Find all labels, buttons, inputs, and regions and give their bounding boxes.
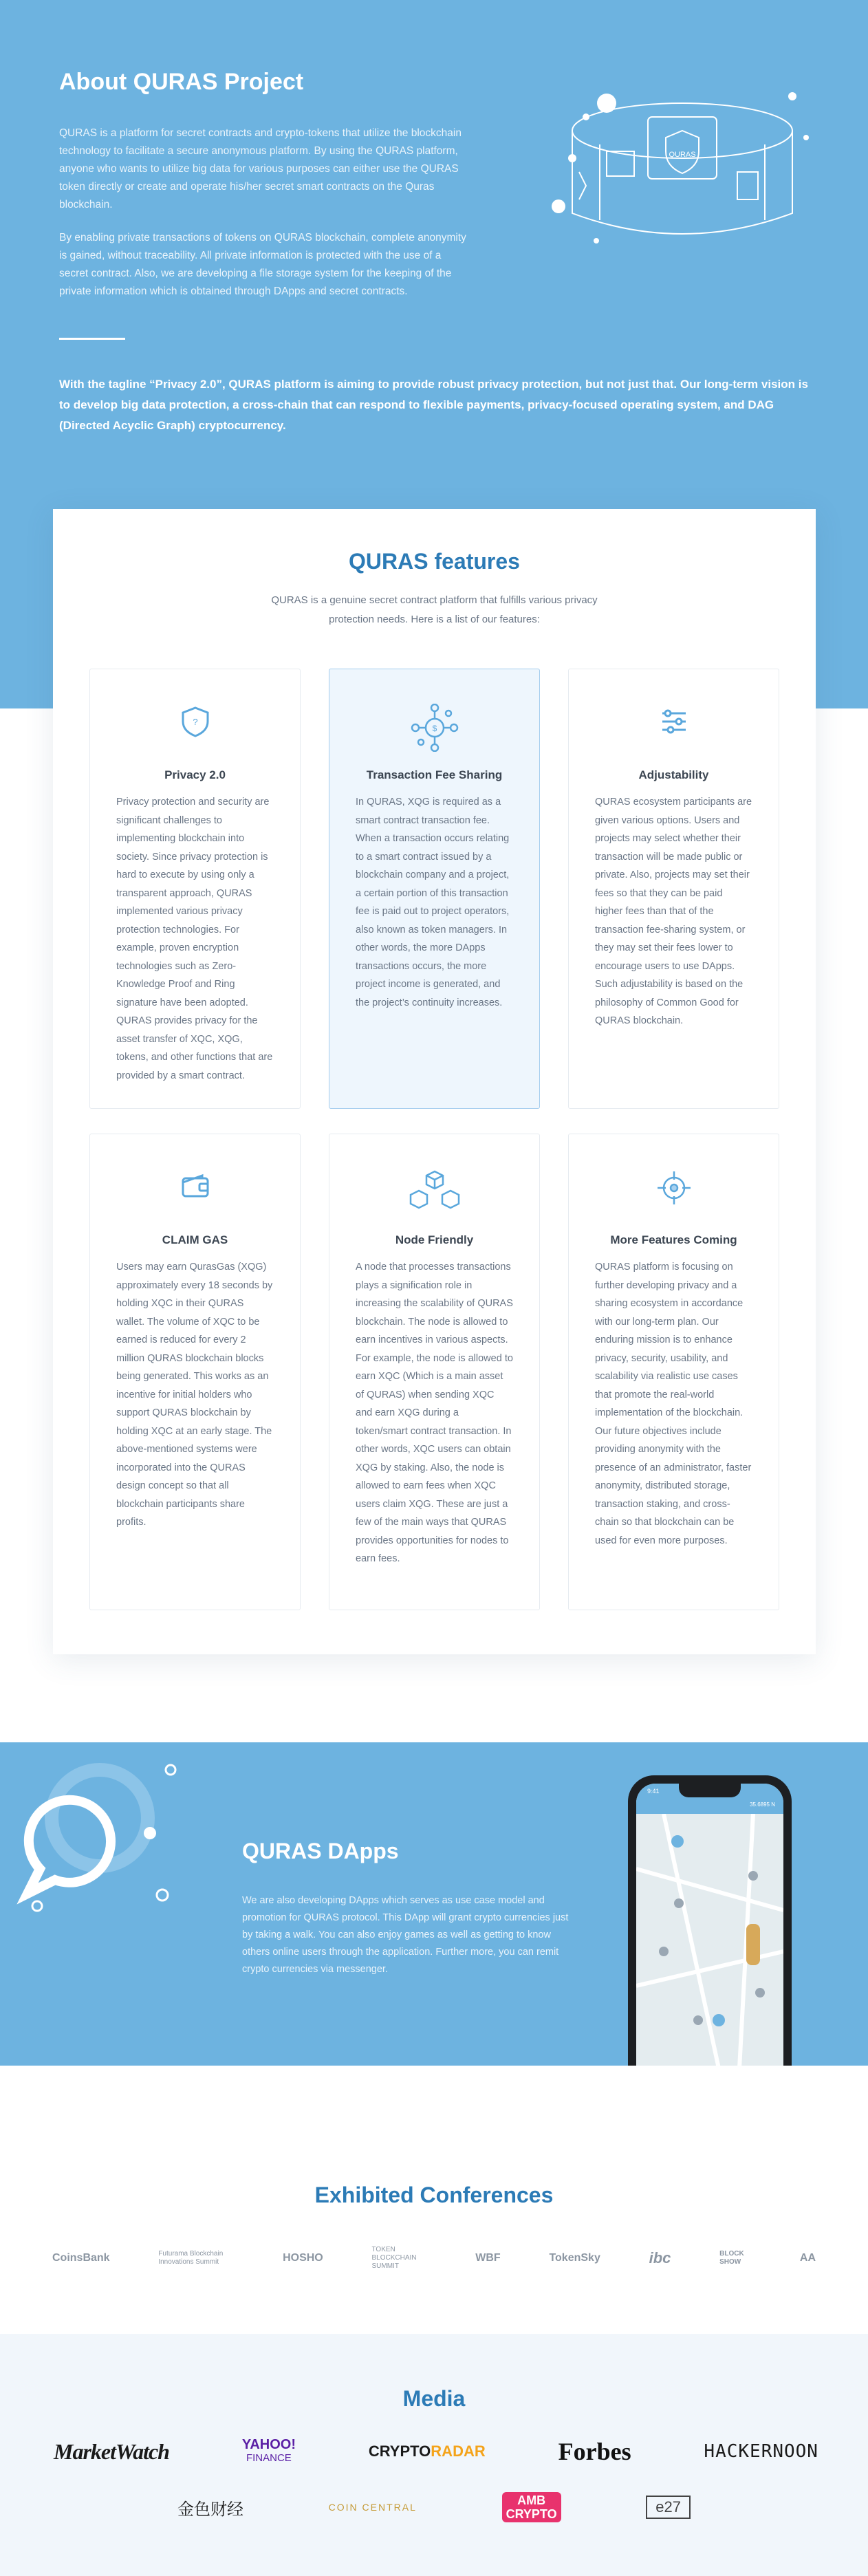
conferences-section <box>0 2066 868 2334</box>
feature-title: More Features Coming <box>610 1233 737 1246</box>
feature-text: QURAS platform is focusing on further developing privacy and a sharing ecosystem in accordance with our long-term plan. Our enduring mission is to enhance privacy, security, usability, and scalability via realistic use cases that promote the real-world implementation of the blockchain. Our future objectives include providing anonymity with the presence of an administrator, faster anonymity, distributed storage, transaction staking, and cross-chain so that blockchain can be used for even more purposes. <box>595 1262 752 1546</box>
media-title: Media <box>402 2386 466 2411</box>
feature-title: Transaction Fee Sharing <box>366 768 503 781</box>
about-tagline: With the tagline “Privacy 2.0”, QURAS platform is aiming to provide robust privacy protection, but not just that. Our long-term vision is to develop big data protection, a cross-chain that can respond to flexible payments, privacy-focused operating system, and DAG (Directed Acyclic Graph) cryptocurrency. <box>59 378 808 432</box>
svg-text:?: ? <box>192 717 198 727</box>
feature-title: Privacy 2.0 <box>164 768 226 781</box>
coinsbank-logo[interactable]: CoinsBank <box>52 2252 110 2264</box>
app-map <box>636 1814 783 2068</box>
marketwatch-logo[interactable]: MarketWatch <box>54 2438 169 2464</box>
dapps-title: QURAS DApps <box>242 1839 399 1863</box>
dapps-text: We are also developing DApps which serves as use case model and promotion for QURAS protocol. This DApp will grant crypto currencies just by taking a walk. You can also enjoy games as well as getting to know others online users through the application. Further more, you can remit crypto currencies via messenger. <box>242 1895 569 1975</box>
illustration-logo: QURAS <box>669 151 696 159</box>
features-grid <box>89 669 779 1610</box>
media-section <box>0 2334 868 2576</box>
about-paragraph-1: QURAS is a platform for secret contracts and crypto-tokens that utilize the blockchain technology to facilitate a secure anonymous platform. By using the QURAS platform, anyone who wants to utilize big data for various purposes can either use the QURAS token directly or create and operate his/her secret smart contracts on the Quras blockchain. <box>59 127 462 210</box>
features-subtitle: QURAS is a genuine secret contract platform that fulfills various privacy protection needs. Here is a list of our features: <box>271 594 598 625</box>
feature-card-node-friendly[interactable] <box>329 1134 540 1610</box>
media-logos-row-2 <box>177 2492 691 2522</box>
shield-icon <box>116 704 274 745</box>
futurama-logo[interactable]: Futurama Blockchain Innovations Summit <box>158 2250 224 2266</box>
wbf-logo[interactable]: WBF <box>475 2252 501 2264</box>
feature-text: Privacy protection and security are significant challenges to implementing blockchain into society. Since privacy protection is hard to execute by using only a transparent approach, QURAS implemented various privacy protection technologies. For example, proven encryption technologies such as Zero-Knowledge Proof and Ring signature have been adopted. QURAS provides privacy for the asset transfer of XQC, XQG, tokens, and other functions that are provided by a smart contract. <box>116 797 273 1081</box>
wallet-icon <box>116 1169 274 1210</box>
hackernoon-logo[interactable]: HACKERNOON <box>704 2441 818 2462</box>
forbes-logo[interactable]: Forbes <box>558 2438 631 2465</box>
phone-screen <box>636 1784 783 2097</box>
svg-text:$: $ <box>432 724 437 733</box>
feature-card-fee-sharing[interactable] <box>329 669 540 1109</box>
feature-text: Users may earn QurasGas (XQG) approximately every 18 seconds by holding XQC in their QURAS wallet. The volume of XQC to be earned is reduced for every 2 million QURAS blockchain blocks being generated. This works as an incentive for initial holders who support QURAS blockchain by holding XQC at an early stage. The above-mentioned systems were incorporated into the QURAS design concept so that all blockchain participants share profits. <box>116 1262 273 1528</box>
status-time: 9:41 <box>647 1788 660 1795</box>
feature-card-more-coming[interactable] <box>568 1134 779 1610</box>
features-title: QURAS features <box>349 549 520 574</box>
media-logos-row-1 <box>54 2437 818 2466</box>
about-title: About QURAS Project <box>59 69 304 95</box>
yahoo-finance-logo[interactable] <box>242 2438 296 2465</box>
dapps-section <box>0 1742 868 2066</box>
amb-crypto-wordmark: CRYPTO <box>506 2507 557 2521</box>
hosho-logo[interactable]: HOSHO <box>283 2252 323 2264</box>
feature-title: Node Friendly <box>395 1233 474 1246</box>
app-topbar <box>636 1784 783 1814</box>
feature-title: CLAIM GAS <box>162 1233 228 1246</box>
feature-card-claim-gas[interactable] <box>89 1134 301 1610</box>
crypto-wordmark: CRYPTO <box>368 2443 431 2460</box>
feature-text: A node that processes transactions plays a signification role in increasing the scalability of QURAS blockchain. The node is allowed to earn incentives in various aspects. For example, the node is allowed to earn XQC (Which is a main asset of QURAS) when sending XQC and earn XQG during a token/smart contract transaction. In other words, XQC users can obtain XQG by staking. Also, the node is allowed to earn fees when XQC users claim XQG. These are just a few of the main ways that QURAS provides opportunities for nodes to earn fees. <box>356 1262 513 1564</box>
feature-card-privacy[interactable] <box>89 669 301 1109</box>
phone-notch <box>679 1784 741 1797</box>
about-divider <box>59 338 125 340</box>
chat-bubbles-illustration <box>0 1742 234 1949</box>
cubes-icon <box>356 1169 513 1210</box>
conference-logos <box>52 2246 816 2271</box>
features-card <box>53 509 816 1654</box>
e27-logo[interactable]: e27 <box>646 2496 691 2519</box>
ibc-logo[interactable]: ibc <box>649 2249 671 2266</box>
platform-illustration <box>531 76 813 282</box>
token-summit-logo[interactable]: TOKEN BLOCKCHAIN SUMMIT <box>371 2246 417 2270</box>
feature-text: QURAS ecosystem participants are given various options. Users and projects may select whether their transaction will be made public or private. Also, projects may set their fees so that they can be paid higher fees than that of the transaction fee-sharing system, or they may set their fees lower to encourage users to use DApps. Such adjustability is based on the philosophy of Common Good for QURAS blockchain. <box>595 797 752 1026</box>
target-icon <box>595 1169 752 1210</box>
radar-wordmark: RADAR <box>431 2443 486 2460</box>
amb-wordmark: AMB <box>517 2493 546 2507</box>
about-paragraph-2: By enabling private transactions of tokens on QURAS blockchain, complete anonymity is gained, without traceability. All private information is protected with the use of a secret contract. Also, we are developing a file storage system for the keeping of the private information which is obtained through DApps and secret contracts. <box>59 232 466 297</box>
cryptoradar-logo[interactable] <box>369 2443 486 2460</box>
phone-mockup <box>628 1775 792 2106</box>
jinse-logo[interactable]: 金色财经 <box>177 2500 243 2519</box>
aa-logo[interactable]: AA <box>799 2252 816 2264</box>
amb-crypto-logo[interactable] <box>502 2492 561 2522</box>
tokensky-logo[interactable]: TokenSky <box>549 2252 600 2264</box>
sliders-icon <box>595 704 752 745</box>
network-share-icon <box>356 704 513 745</box>
location-readout: 35.6895 N <box>750 1801 775 1808</box>
conferences-title: Exhibited Conferences <box>314 2183 554 2207</box>
feature-text: In QURAS, XQG is required as a smart contract transaction fee. When a transaction occurs relating to a smart contract issued by a blockchain company and a project, a certain portion of this transaction fee is paid out to project operators, also known as token managers. In other words, the more DApps transactions occurs, the more project income is generated, and the project’s continuity increases. <box>356 797 510 1008</box>
feature-title: Adjustability <box>638 768 709 781</box>
yahoo-wordmark: YAHOO! <box>241 2437 296 2452</box>
blockshow-logo[interactable]: BLOCK SHOW <box>719 2250 744 2266</box>
finance-wordmark: FINANCE <box>246 2452 292 2464</box>
feature-card-adjustability[interactable] <box>568 669 779 1109</box>
coincentral-logo[interactable]: COIN CENTRAL <box>328 2502 417 2513</box>
